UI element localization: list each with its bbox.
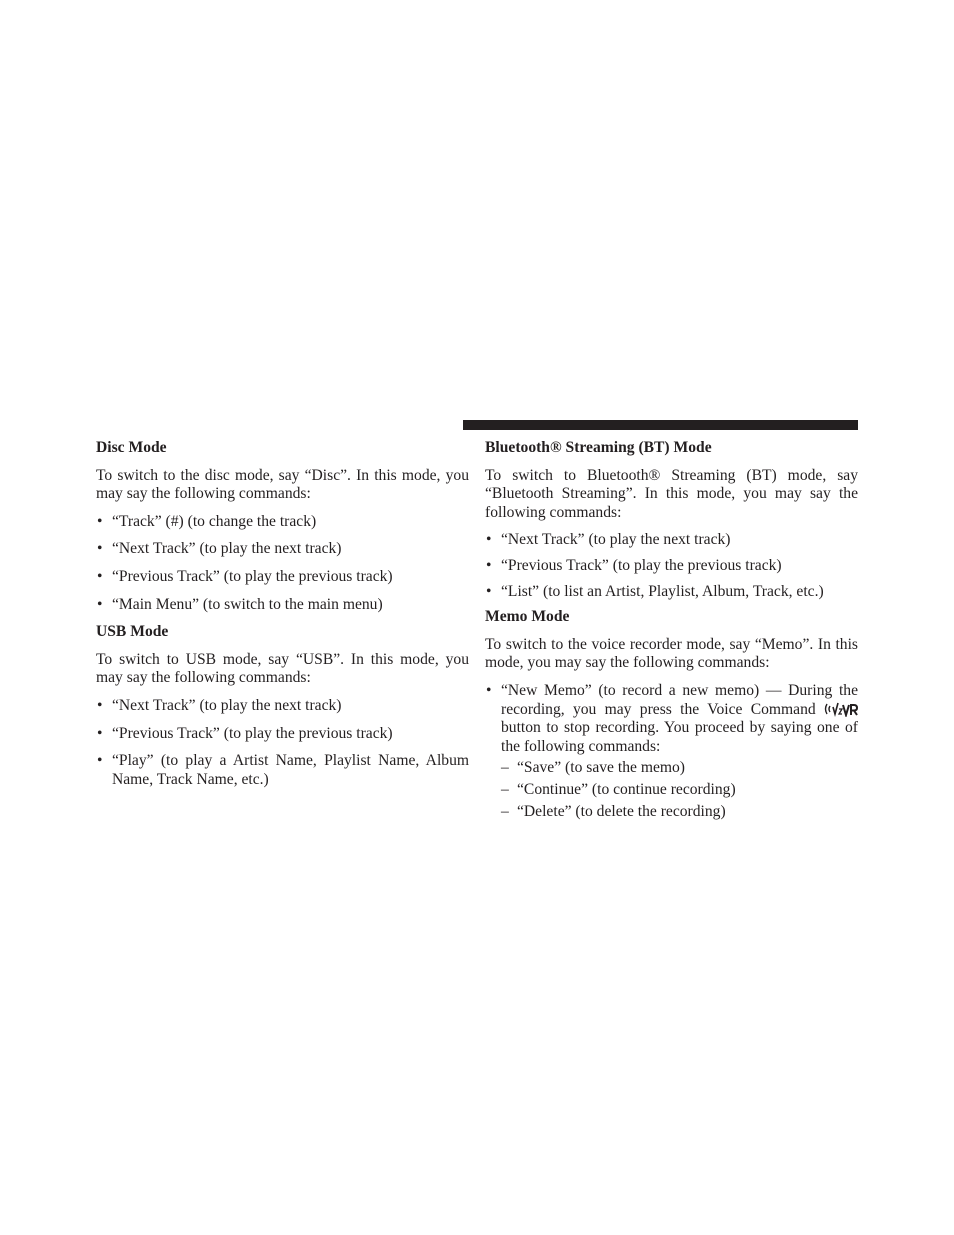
bt-mode-intro: To switch to Bluetooth® Streaming (BT) mode, say “Bluetooth Streaming”. In this mode, you may say the following commands:	[485, 466, 858, 521]
new-memo-text-continued: button to stop recording. You proceed by saying one of the following commands:	[501, 719, 858, 755]
list-item: • “Next Track” (to play the next track)	[97, 540, 342, 558]
disc-mode-heading: Disc Mode	[96, 439, 167, 456]
left-column	[96, 439, 469, 798]
bt-mode-heading: Bluetooth® Streaming (BT) Mode	[485, 439, 712, 456]
disc-mode-intro: To switch to the disc mode, say “Disc”. In this mode, you may say the following commands:	[96, 466, 469, 503]
disc-mode-command-list	[96, 513, 469, 614]
list-item: – “Continue” (to continue recording)	[501, 780, 736, 798]
memo-mode-heading: Memo Mode	[485, 608, 570, 626]
list-item: • “Play” (to play a Artist Name, Playlist Name, Album Name, Track Name, etc.)	[97, 752, 469, 788]
new-memo-text: “New Memo” (to record a new memo) — During the recording, you may press the Voice Command	[501, 681, 858, 718]
memo-sub-command-list	[501, 759, 858, 821]
list-item: • “Previous Track” (to play the previous track)	[97, 567, 393, 585]
list-item: • “New Memo” (to record a new memo) — During the recording, you may press the Voice Command button to stop recording. You proceed by saying one of the following commands: – “Save” (to save the memo) – “Continue” (to continue recording) – “Delete” (to delete the recording)	[486, 681, 858, 820]
list-item: • “Next Track” (to play the next track)	[97, 696, 342, 714]
list-item: – “Save” (to save the memo)	[501, 759, 685, 777]
voice-command-vr-icon	[824, 701, 858, 717]
list-item: • “List” (to list an Artist, Playlist, Album, Track, etc.)	[486, 582, 824, 600]
list-item: • “Main Menu” (to switch to the main menu)	[97, 595, 383, 613]
list-item: • “Previous Track” (to play the previous track)	[97, 724, 393, 742]
bt-mode-command-list	[485, 531, 858, 601]
list-item: • “Next Track” (to play the next track)	[486, 531, 731, 549]
list-item: • “Previous Track” (to play the previous track)	[486, 556, 782, 574]
section-header-bar	[463, 420, 858, 430]
memo-mode-command-list	[485, 682, 858, 821]
list-item: • “Track” (#) (to change the track)	[97, 512, 317, 530]
usb-mode-command-list	[96, 697, 469, 789]
memo-mode-intro: To switch to the voice recorder mode, say “Memo”. In this mode, you may say the following commands:	[485, 635, 858, 672]
usb-mode-intro: To switch to USB mode, say “USB”. In this mode, you may say the following commands:	[96, 650, 469, 687]
list-item: – “Delete” (to delete the recording)	[501, 802, 726, 820]
right-column	[485, 439, 858, 828]
usb-mode-heading: USB Mode	[96, 623, 169, 641]
